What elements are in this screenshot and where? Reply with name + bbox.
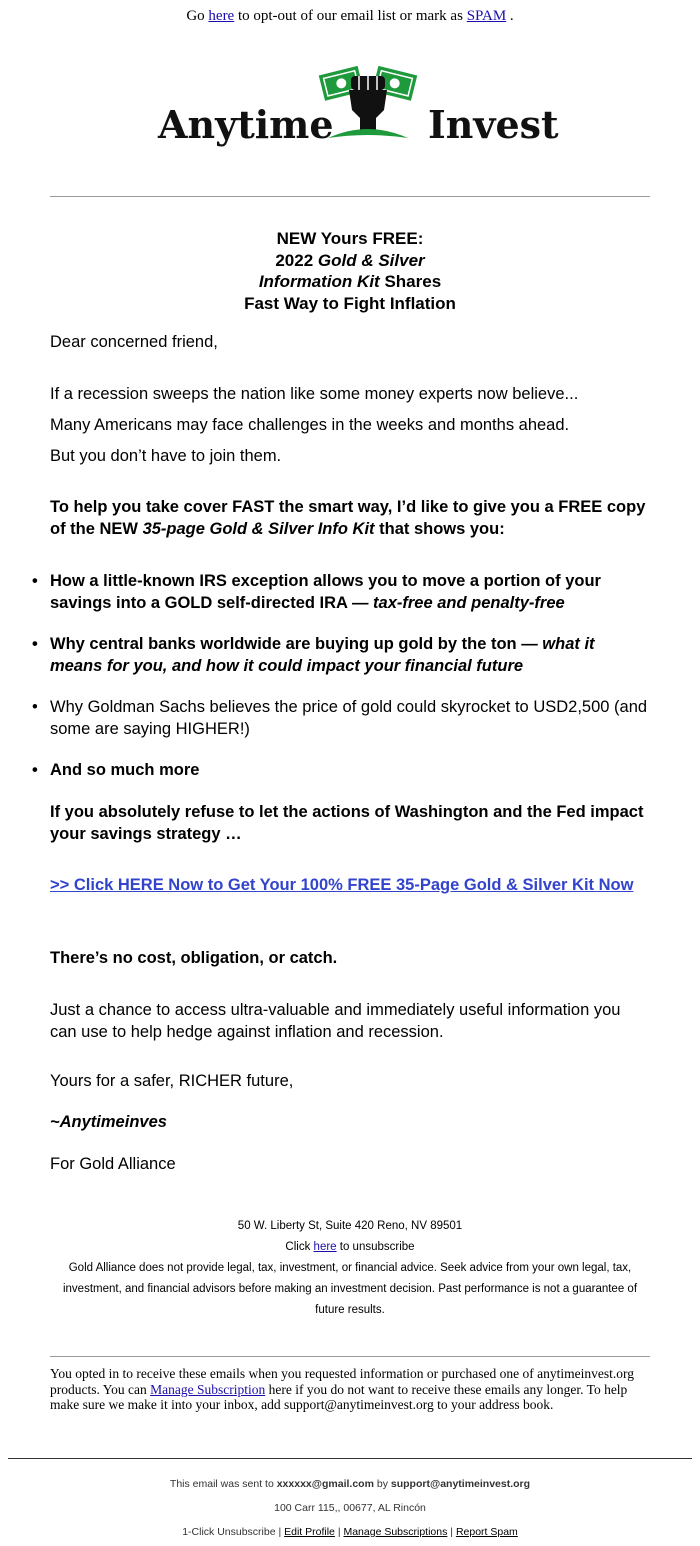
footer-address-2: 100 Carr 115,, 00677, AL Rincón: [274, 1502, 426, 1514]
one-click-unsubscribe[interactable]: 1-Click Unsubscribe: [182, 1526, 276, 1538]
paragraph: But you don’t have to join them.: [50, 447, 282, 465]
benefits-list: [32, 760, 650, 782]
spam-link[interactable]: SPAM: [466, 8, 507, 24]
sent-to-line: This email was sent to xxxxxx@gmail.com by support@anytimeinvest.org: [169, 1478, 531, 1490]
edit-profile-link[interactable]: Edit Profile: [284, 1526, 335, 1538]
list-item: • How a little-known IRS exception allows you to move a portion of your savings into a GOLD self-directed IRA — tax-free and penalty-free: [32, 572, 601, 612]
paragraph: If a recession sweeps the nation like some money experts now believe...: [50, 385, 579, 403]
optout-here-link[interactable]: here: [208, 8, 235, 24]
benefits-list: [32, 697, 650, 740]
footer-links: 1-Click Unsubscribe | Edit Profile | Manage Subscriptions | Report Spam: [182, 1526, 518, 1538]
paragraph: Many Americans may face challenges in the weeks and months ahead.: [50, 416, 570, 434]
intro-paragraph: To help you take cover FAST the smart way, I’d like to give you a FREE copy of the NEW 35-page Gold & Silver Info Kit that shows you:: [50, 498, 646, 538]
manage-subscriptions-link[interactable]: Manage Subscriptions: [343, 1526, 448, 1538]
logo-word-anytime: Anytime: [158, 102, 334, 147]
greeting: Dear concerned friend,: [50, 333, 218, 351]
unsubscribe-link[interactable]: here: [313, 1241, 337, 1253]
list-item: • Why central banks worldwide are buying up gold by the ton — what it means for you, and how it could impact your financial future: [32, 635, 595, 675]
benefits-list: [32, 571, 650, 614]
optin-notice: You opted in to receive these emails when you requested information or purchased one of anytimeinvest.org products. You can Manage Subscription here if you do not want to receive these emails any longer. To help make sure we make it into your inbox, add support@anytimeinvest.org to your address book.: [50, 1366, 634, 1412]
logo-word-invest: Invest: [428, 102, 559, 147]
no-cost-text: There’s no cost, obligation, or catch.: [50, 949, 338, 967]
refuse-paragraph: If you absolutely refuse to let the actions of Washington and the Fed impact your savings strategy …: [50, 803, 644, 843]
list-item: • And so much more: [32, 761, 200, 779]
signature: ~Anytimeinves: [50, 1113, 167, 1131]
logo: [158, 58, 559, 150]
cta-link[interactable]: >> Click HERE Now to Get Your 100% FREE 35-Page Gold & Silver Kit Now: [50, 876, 634, 894]
divider: [50, 1356, 650, 1357]
report-spam-link[interactable]: Report Spam: [455, 1526, 518, 1538]
paragraph: Just a chance to access ultra-valuable and immediately useful information you can use to help hedge against inflation and recession.: [50, 1001, 621, 1041]
disclaimer: Gold Alliance does not provide legal, tax, investment, or financial advice. Seek advice from your own legal, tax, investment, and financial advisors before making an investment decision. Past performance is not a guarantee of future results.: [62, 1262, 638, 1316]
headline: NEW Yours FREE: 2022 Gold & Silver Information Kit Shares Fast Way to Fight Inflation: [244, 229, 456, 313]
footer-block: [50, 1216, 650, 1321]
unsubscribe-line: Click here to unsubscribe: [285, 1241, 415, 1253]
fist-money-icon: [318, 58, 418, 144]
manage-subscription-link[interactable]: Manage Subscription: [150, 1381, 266, 1397]
list-item: • Why Goldman Sachs believes the price of gold could skyrocket to USD2,500 (and some are saying HIGHER!): [32, 698, 648, 738]
benefits-list: [32, 634, 650, 677]
footer-address: 50 W. Liberty St, Suite 420 Reno, NV 89501: [237, 1220, 463, 1232]
divider: [8, 1458, 692, 1459]
closing: Yours for a safer, RICHER future,: [50, 1072, 294, 1090]
org-name: For Gold Alliance: [50, 1155, 176, 1173]
optout-line: Go here to opt-out of our email list or mark as SPAM .: [186, 8, 514, 24]
cta-container: [50, 875, 650, 897]
divider: [50, 196, 650, 197]
